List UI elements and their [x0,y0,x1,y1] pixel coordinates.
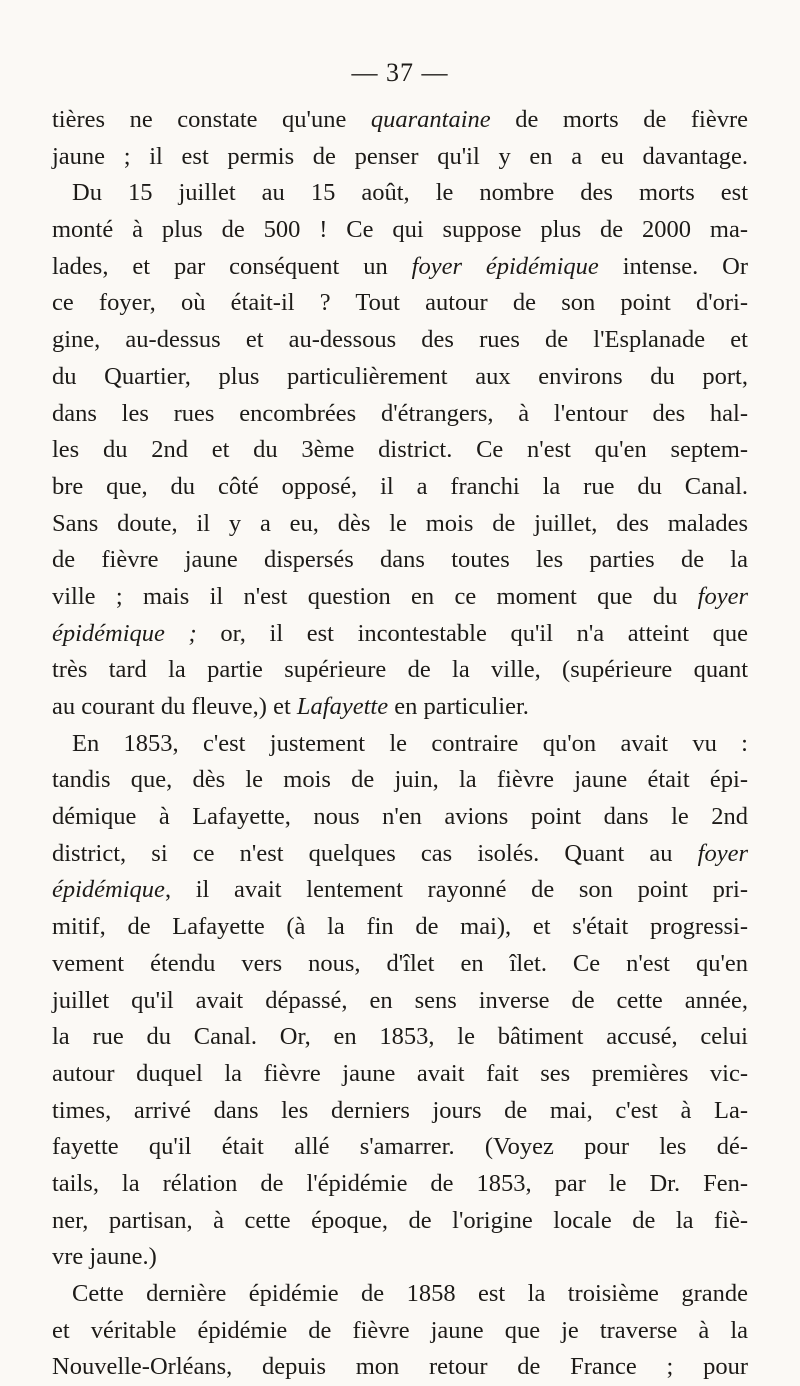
italic-text: Lafayette [296,693,389,720]
text-line [52,506,748,543]
text-segment: démique à Lafayette, nous n'en avions point dans le 2nd [52,803,748,831]
text-line [52,689,748,726]
italic-text: foyer épidémique [411,252,599,280]
text-segment: du Quartier, plus particulièrement aux environs du port, [52,362,748,390]
text-line [52,1313,748,1350]
text-line [52,652,748,689]
text-segment: intense. Or [598,252,748,280]
text-segment: or, il est incontestable qu'il n'a atteint que [196,619,748,647]
text-segment: Nouvelle-Orléans, depuis mon retour de France ; pour [52,1353,748,1381]
text-segment: Cette dernière épidémie de 1858 est la troisième grande [72,1280,748,1307]
text-segment: ner, partisan, à cette époque, de l'origine locale de la fiè- [52,1206,748,1234]
text-line [52,432,748,469]
text-segment: vement étendu vers nous, d'îlet en îlet. Ce n'est qu'en [52,949,748,977]
text-segment: ville ; mais il n'est question en ce moment que du [52,582,698,610]
text-line [52,1019,748,1056]
italic-text: épidémique [52,876,165,904]
text-segment: de fièvre jaune dispersés dans toutes les parties de la [52,546,748,574]
text-segment: lades, et par conséquent un [52,252,412,280]
text-line [52,1056,748,1093]
text-line [52,762,748,799]
text-line [52,469,748,506]
text-line [52,1349,748,1386]
text-segment: au courant du fleuve,) et [52,693,297,720]
text-line [52,249,748,286]
text-segment: district, si ce n'est quelques cas isolés. Quant au [52,839,698,867]
text-line [52,1129,748,1166]
text-line [52,542,748,579]
italic-text: foyer [697,839,748,867]
text-segment: juillet qu'il avait dépassé, en sens inverse de cette année, [52,986,748,1014]
text-line [52,726,748,763]
text-segment: les du 2nd et du 3ème district. Ce n'est qu'en septem- [52,436,748,464]
text-line [52,285,748,322]
text-segment: En 1853, c'est justement le contraire qu'on avait vu : [72,729,748,757]
text-segment: mitif, de Lafayette (à la fin de mai), et s'était progressi- [52,913,748,941]
text-segment: et véritable épidémie de fièvre jaune que je traverse à la [52,1316,748,1344]
text-segment: Sans doute, il y a eu, dès le mois de juillet, des malades [52,509,748,537]
text-segment: la rue du Canal. Or, en 1853, le bâtiment accusé, celui [52,1023,748,1051]
text-segment: de morts de fièvre [490,106,748,133]
page-number: — 37 — [351,58,449,87]
text-segment: tails, la rélation de l'épidémie de 1853, par le Dr. Fen- [52,1169,748,1197]
text-line [52,946,748,983]
text-line [52,836,748,873]
text-line [52,1203,748,1240]
text-segment: en particulier. [388,693,529,720]
text-segment: times, arrivé dans les derniers jours de mai, c'est à La- [52,1096,748,1124]
text-line [52,616,748,653]
text-line [52,1166,748,1203]
text-segment: très tard la partie supérieure de la ville, (supérieure quant [52,656,748,684]
text-line [52,799,748,836]
text-segment: , il avait lentement rayonné de son point pri- [164,876,748,904]
text-line [52,212,748,249]
text-line [52,983,748,1020]
text-segment: dans les rues encombrées d'étrangers, à l'entour des hal- [52,399,748,427]
text-line [52,909,748,946]
text-segment: ce foyer, où était-il ? Tout autour de son point d'ori- [52,289,748,317]
text-line [52,396,748,433]
text-line [52,872,748,909]
text-line [52,1239,748,1276]
text-segment: Du 15 juillet au 15 août, le nombre des morts est [72,179,748,207]
text-line [52,1276,748,1313]
text-segment: tandis que, dès le mois de juin, la fièvre jaune était épi- [52,766,748,794]
text-segment: fayette qu'il était allé s'amarrer. (Voyez pour les dé- [52,1133,748,1161]
text-segment: jaune ; il est permis de penser qu'il y en a eu davantage. [52,142,748,170]
text-line [52,579,748,616]
text-segment: gine, au-dessus et au-dessous des rues de l'Esplanade et [52,326,748,354]
text-segment: autour duquel la fièvre jaune avait fait ses premières vic- [52,1059,748,1087]
italic-text: épidémique ; [52,619,197,647]
text-segment: vre jaune.) [52,1243,157,1271]
text-line [52,1093,748,1130]
italic-text: quarantaine [370,106,491,133]
text-line [52,139,748,176]
text-line [52,175,748,212]
text-line [52,359,748,396]
text-segment: monté à plus de 500 ! Ce qui suppose plus de 2000 ma- [52,216,748,244]
text-line [52,102,748,139]
body-text [52,102,748,1386]
italic-text: foyer [697,582,748,610]
text-segment: tières ne constate qu'une [52,106,371,133]
text-line [52,322,748,359]
text-segment: bre que, du côté opposé, il a franchi la rue du Canal. [52,472,748,500]
